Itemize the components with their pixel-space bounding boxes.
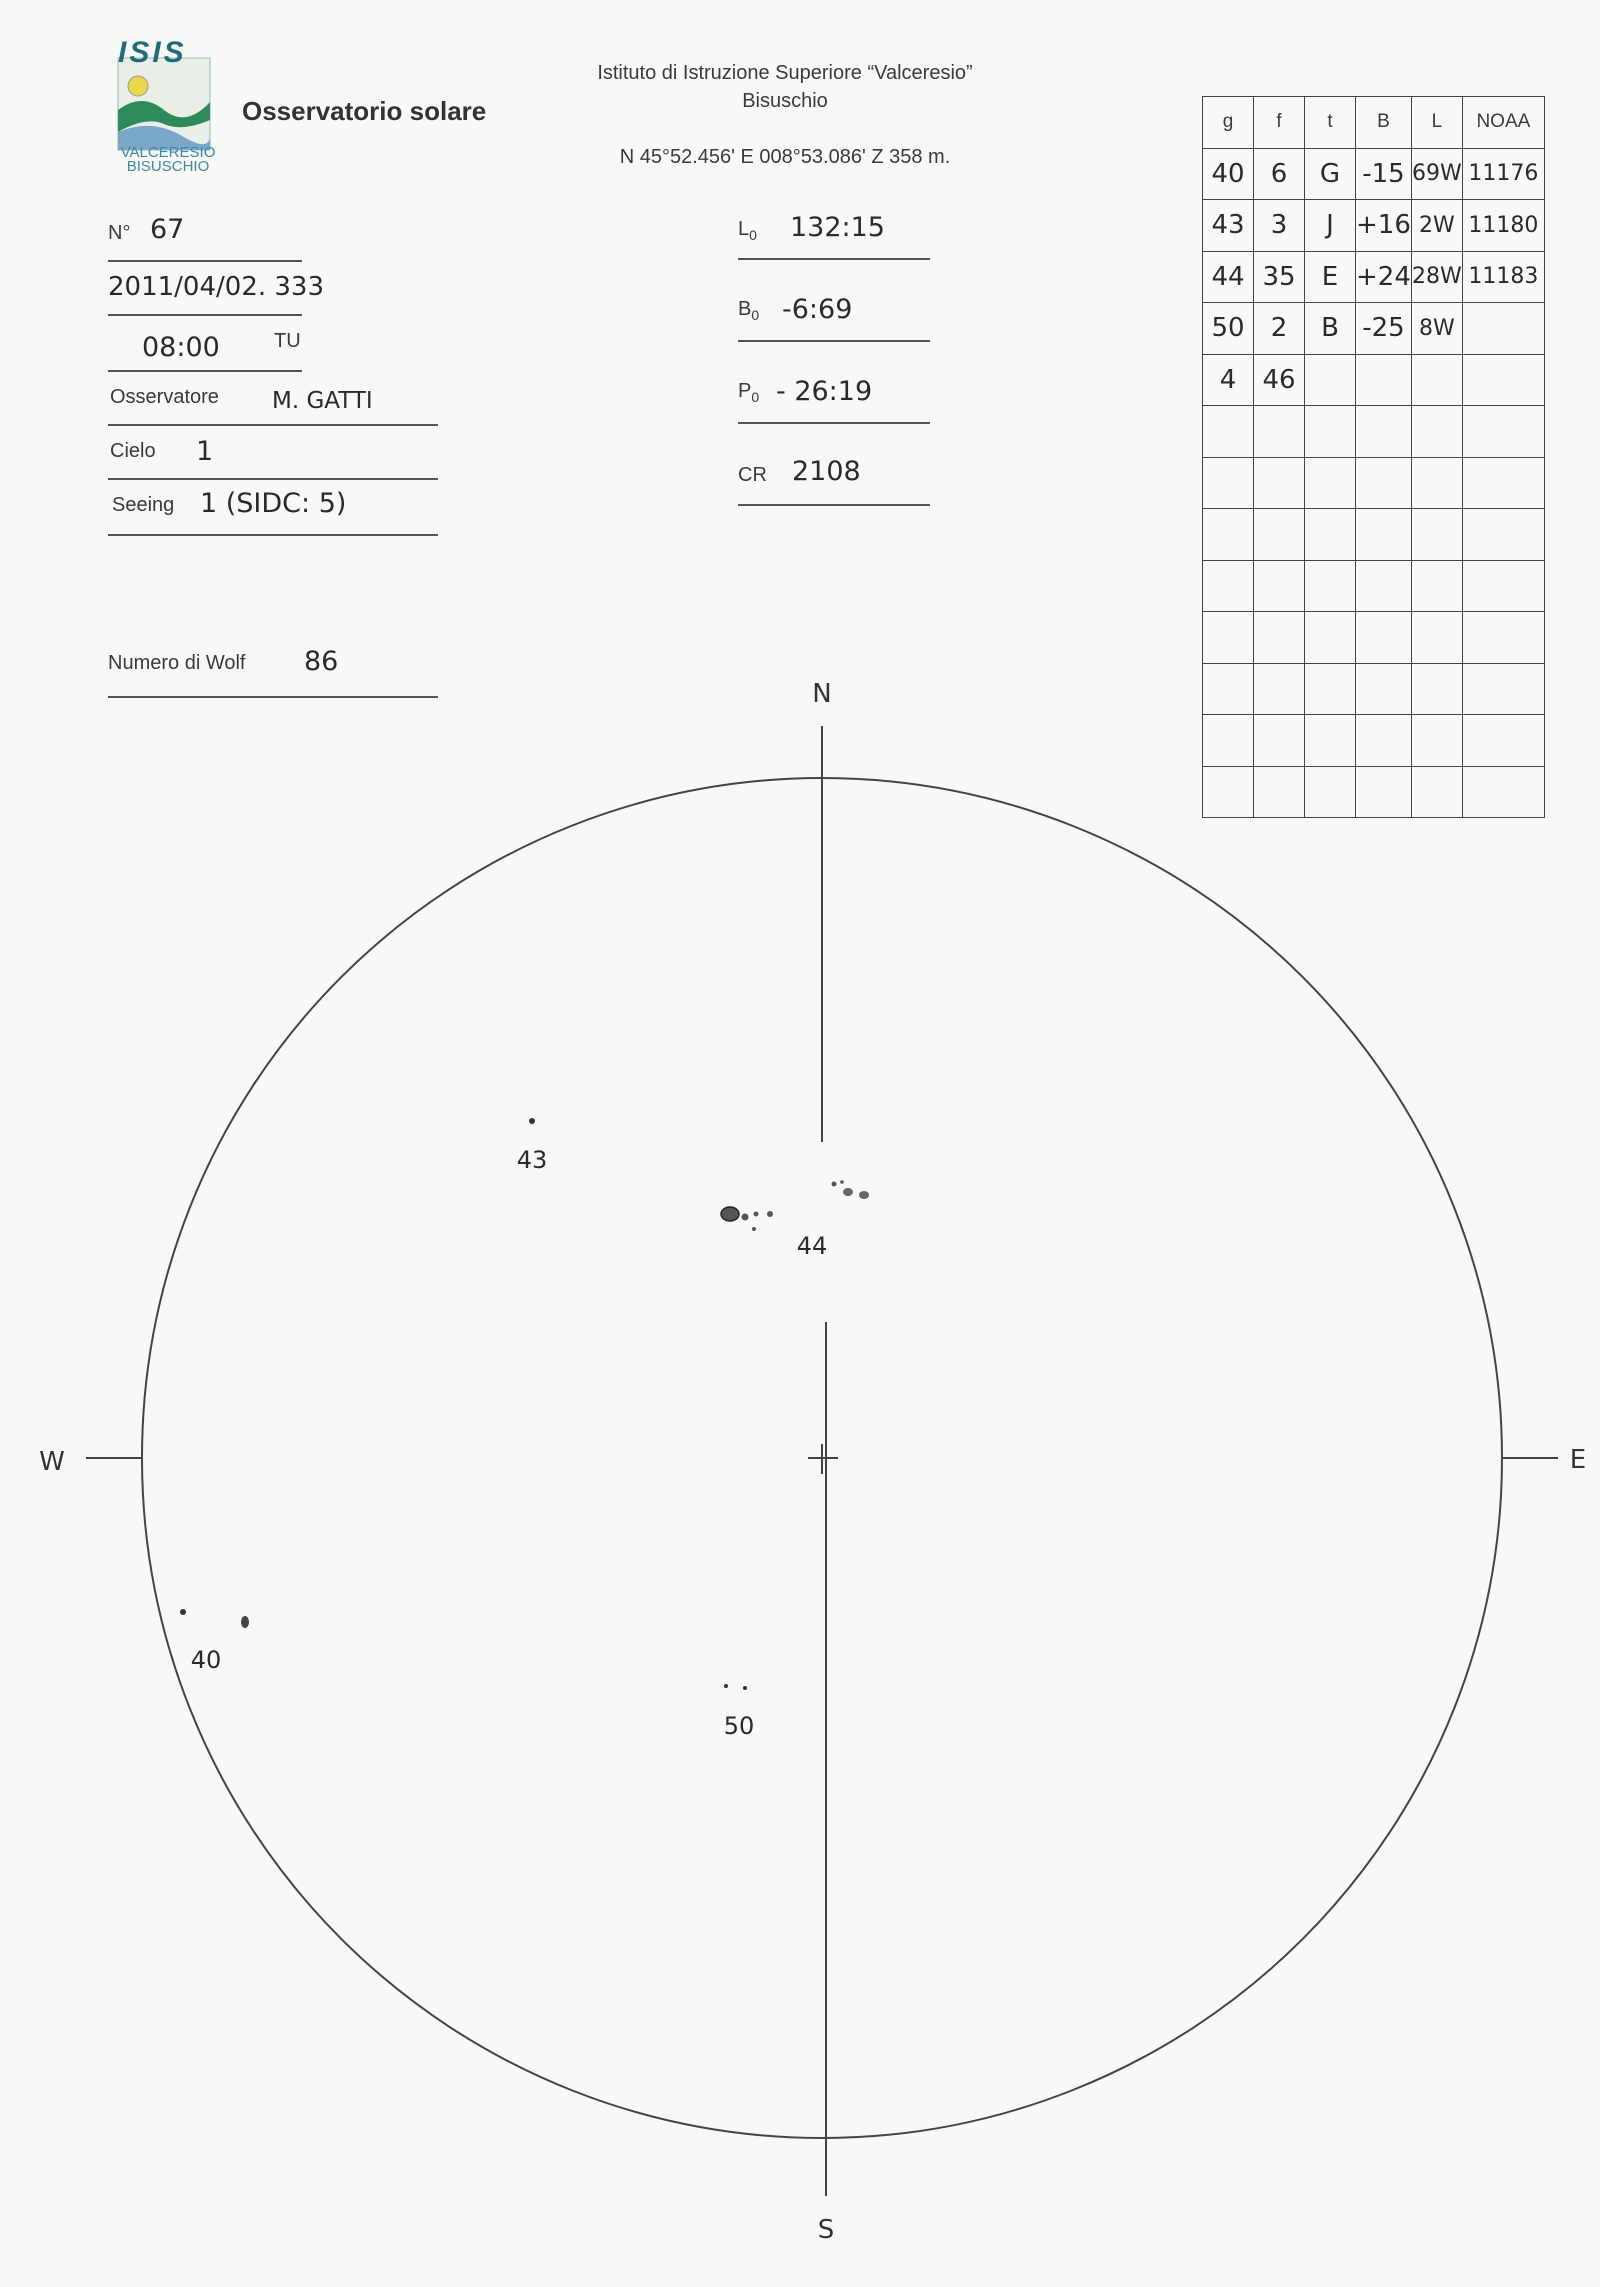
table-cell: G: [1305, 148, 1356, 200]
header-t: t: [1305, 97, 1356, 149]
p0-value: - 26:19: [776, 376, 873, 407]
group-label-43: 43: [516, 1146, 548, 1174]
table-cell: -25: [1356, 303, 1412, 355]
table-cell: 69W: [1411, 148, 1462, 200]
header-g: g: [1203, 97, 1254, 149]
wolf-value: 86: [304, 646, 339, 677]
header-b: B: [1356, 97, 1412, 149]
sunspot-group-40: [180, 1609, 249, 1674]
sunspot: [859, 1191, 869, 1199]
group-label-50: 50: [723, 1712, 755, 1740]
table-cell: B: [1305, 303, 1356, 355]
west-label: W: [39, 1447, 65, 1477]
b0-label: $B_0$: [738, 298, 760, 323]
observatory-title: Osservatorio solare: [242, 96, 487, 126]
table-cell: 6: [1254, 148, 1305, 200]
table-cell: 46: [1254, 354, 1305, 406]
table-cell: 43: [1203, 200, 1254, 252]
table-cell: J: [1305, 200, 1356, 252]
table-cell: 3: [1254, 200, 1305, 252]
north-label: N: [812, 679, 832, 709]
cr-value: 2108: [792, 456, 861, 487]
number-value: 67: [150, 214, 185, 245]
l0-value: 132:15: [790, 212, 885, 243]
sunspot: [840, 1180, 844, 1184]
sunspot: [843, 1188, 853, 1196]
table-cell: 11180: [1462, 200, 1544, 252]
table-cell: 2: [1254, 303, 1305, 355]
table-cell: 35: [1254, 251, 1305, 303]
sunspot-group-44: [721, 1180, 869, 1260]
sunspot: [754, 1212, 759, 1217]
sunspot: [241, 1616, 249, 1628]
table-cell: 4: [1203, 354, 1254, 406]
observer-label: Osservatore: [110, 386, 219, 408]
east-label: E: [1569, 1445, 1587, 1475]
sunspot-group-50: [724, 1684, 755, 1740]
table-cell: +24: [1356, 251, 1412, 303]
header-f: f: [1254, 97, 1305, 149]
table-cell: 11183: [1462, 251, 1544, 303]
sunspot-group-43: [517, 1118, 548, 1174]
b0-value: -6:69: [782, 294, 853, 325]
sunspot: [180, 1609, 186, 1615]
sky-value: 1: [196, 436, 214, 467]
cr-label: CR: [738, 464, 767, 486]
table-cell: 11176: [1462, 148, 1544, 200]
p0-label: $P_0$: [738, 380, 760, 405]
wolf-label: Numero di Wolf: [108, 652, 246, 674]
table-cell: 28W: [1411, 251, 1462, 303]
south-label: S: [817, 2215, 835, 2245]
table-cell: 8W: [1411, 303, 1462, 355]
logo-text-line1: VALCERESIO: [120, 144, 216, 161]
number-label: N°: [108, 222, 131, 244]
site-coordinates: N 45°52.456' E 008°53.086' Z 358 m.: [619, 146, 951, 168]
sunspot: [742, 1214, 749, 1221]
header-noaa: NOAA: [1462, 97, 1544, 149]
sunspot: [721, 1207, 739, 1221]
table-cell: 50: [1203, 303, 1254, 355]
sunspot: [752, 1227, 756, 1231]
table-cell: 44: [1203, 251, 1254, 303]
sunspot: [529, 1118, 535, 1124]
table-cell: 2W: [1411, 200, 1462, 252]
time-unit: TU: [274, 330, 301, 352]
logo-text-line2: BISUSCHIO: [126, 158, 210, 175]
group-label-44: 44: [796, 1232, 828, 1260]
sunspot: [767, 1211, 773, 1217]
sunspot: [832, 1182, 837, 1187]
table-cell: +16: [1356, 200, 1412, 252]
sunspot: [724, 1684, 728, 1688]
l0-label: $L_0$: [738, 218, 757, 243]
logo-brand: ISIS: [118, 36, 187, 69]
institute-name: Istituto di Istruzione Superiore “Valceresio”: [597, 62, 973, 84]
sunspot: [743, 1686, 747, 1690]
observer-value: M. GATTI: [272, 388, 373, 414]
sky-label: Cielo: [110, 440, 156, 462]
table-cell: 40: [1203, 148, 1254, 200]
table-cell: -15: [1356, 148, 1412, 200]
header-l: L: [1411, 97, 1462, 149]
institute-town: Bisuschio: [742, 90, 828, 112]
seeing-value: 1 (SIDC: 5): [200, 488, 347, 519]
date-value: 2011/04/02. 333: [108, 272, 325, 302]
group-label-40: 40: [190, 1646, 222, 1674]
time-value: 08:00: [142, 332, 220, 363]
seeing-label: Seeing: [112, 494, 175, 516]
table-cell: E: [1305, 251, 1356, 303]
